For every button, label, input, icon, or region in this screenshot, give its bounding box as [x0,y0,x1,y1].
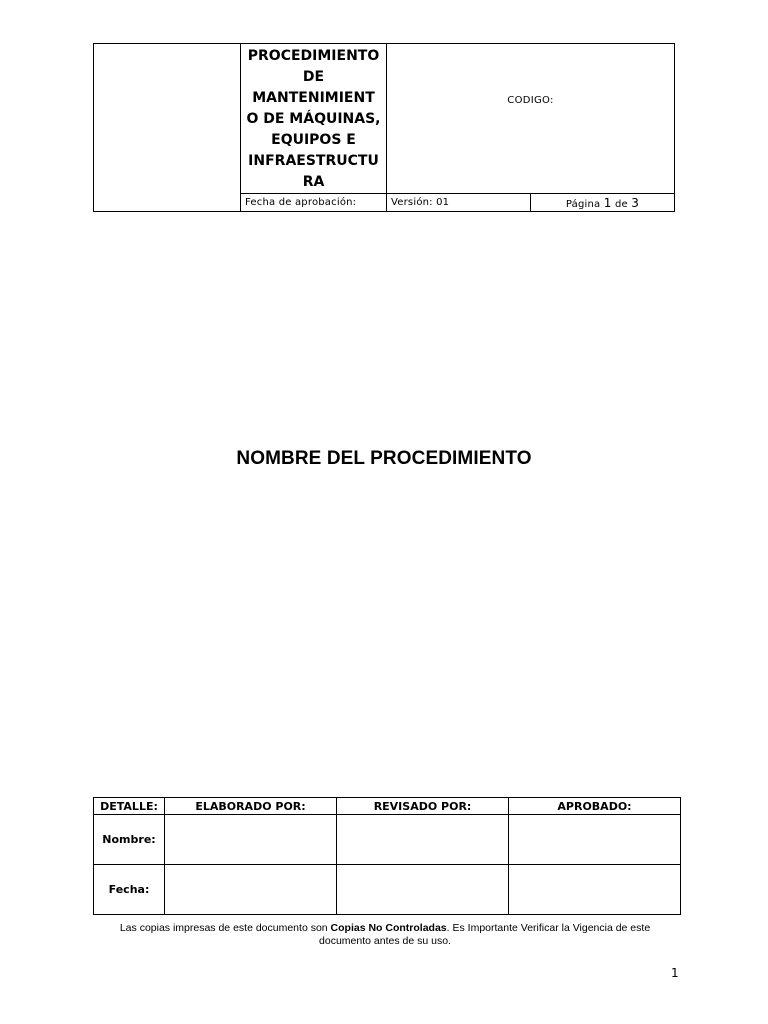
row-label-fecha: Fecha: [94,865,165,915]
disclaimer-part1: Las copias impresas de este documento son [119,922,331,934]
fecha-aprobacion: Fecha de aprobación: [241,194,387,212]
pagina-de: de [615,198,628,210]
title-line: MANTENIMIENT [252,90,375,106]
title-line: DE [302,69,325,85]
codigo-cell [387,44,675,194]
pagina-total: 3 [631,195,640,210]
elaborado-fecha-cell [165,865,337,915]
pagina-prefix: Página [565,198,601,210]
disclaimer [100,922,670,948]
aprobado-fecha-cell [509,865,681,915]
header-table [93,43,675,212]
title-line: RA [302,174,325,190]
version: Versión: 01 [387,194,531,212]
revisado-fecha-cell [337,865,509,915]
disclaimer-bold: Copias No Controladas [330,922,447,934]
procedure-title [241,44,387,194]
codigo-label: CODIGO: [507,95,554,106]
aprobado-nombre-cell [509,815,681,865]
title-line: EQUIPOS E [271,132,356,148]
col-header-detalle: DETALLE: [94,798,165,815]
signature-table [93,797,681,915]
row-label-nombre: Nombre: [94,815,165,865]
disclaimer-part2: . Es Importante Verificar la Vigencia de este documento antes de su uso. [319,922,651,947]
col-header-aprobado: APROBADO: [509,798,681,815]
col-header-revisado: REVISADO POR: [337,798,509,815]
logo-cell [94,44,241,212]
pagina-indicator [531,194,675,212]
revisado-nombre-cell [337,815,509,865]
col-header-elaborado: ELABORADO POR: [165,798,337,815]
elaborado-nombre-cell [165,815,337,865]
pagina-current: 1 [603,195,612,210]
page-number: 1 [671,966,679,980]
title-line: PROCEDIMIENTO [247,48,380,64]
title-line: O DE MÁQUINAS, [246,111,381,127]
document-title: NOMBRE DEL PROCEDIMIENTO [236,448,532,469]
title-line: INFRAESTRUCTU [248,153,379,169]
